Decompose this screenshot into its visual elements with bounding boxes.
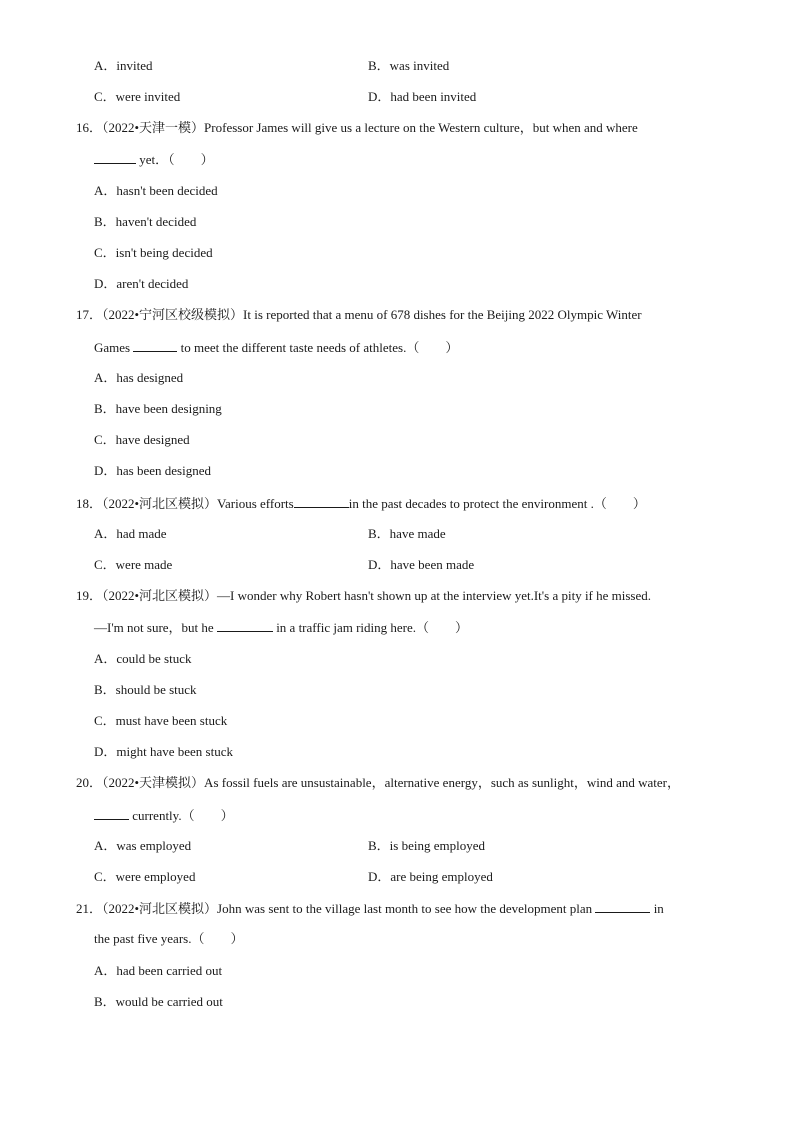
- q19-option-a: A．could be stuck: [94, 651, 192, 666]
- q17-stem-line1: 17．（2022•宁河区校级模拟）It is reported that a menu of 678 dishes for the Beijing 2022 Olympic Winter: [76, 307, 642, 322]
- q18-option-a: A．had made: [94, 526, 167, 541]
- q20-option-b: B．is being employed: [368, 838, 485, 853]
- q17-stem-line2-post: to meet the different taste needs of athletes.（ ）: [177, 340, 459, 355]
- q15-option-d: D．had been invited: [368, 89, 477, 104]
- q19-option-b: B．should be stuck: [94, 682, 197, 697]
- q18-stem-pre: 18．（2022•河北区模拟）Various efforts: [76, 496, 294, 511]
- q16-option-b: B．haven't decided: [94, 214, 197, 229]
- answer-blank: [217, 619, 273, 632]
- q17-option-c: C．have designed: [94, 432, 190, 447]
- q21-stem-post: in: [650, 901, 664, 916]
- q21-stem-line2: the past five years.（ ）: [94, 931, 244, 946]
- q19-option-d: D．might have been stuck: [94, 744, 233, 759]
- q16-stem-line2: [94, 151, 214, 168]
- q21-stem-line1: [76, 900, 664, 917]
- q15-option-a: A．invited: [94, 58, 153, 73]
- q19-stem-line2: [94, 619, 468, 636]
- answer-blank: [294, 495, 349, 508]
- q19-stem-line2-post: in a traffic jam riding here.（ ）: [272, 620, 469, 635]
- q18-option-d: D．have been made: [368, 557, 475, 572]
- q16-stem-line1: 16．（2022•天津一模）Professor James will give us a lecture on the Western culture，but when and where: [76, 120, 638, 135]
- q20-stem-line1: 20．（2022•天津模拟）As fossil fuels are unsustainable，alternative energy，such as sunlight，wind and water，: [76, 775, 681, 790]
- answer-blank: [133, 339, 177, 352]
- q17-option-d: D．has been designed: [94, 463, 211, 478]
- q20-option-d: D．are being employed: [368, 869, 493, 884]
- q16-option-d: D．aren't decided: [94, 276, 189, 291]
- q17-option-a: A．has designed: [94, 370, 184, 385]
- q21-option-b: B．would be carried out: [94, 994, 223, 1009]
- q18-option-c: C．were made: [94, 557, 173, 572]
- q18-stem-post: in the past decades to protect the environment .（ ）: [348, 496, 646, 511]
- q17-stem-line2-pre: Games: [94, 340, 134, 355]
- answer-blank: [94, 151, 136, 164]
- q21-stem-pre: 21．（2022•河北区模拟）John was sent to the village last month to see how the development plan: [76, 901, 596, 916]
- q15-option-b: B．was invited: [368, 58, 450, 73]
- q20-option-a: A．was employed: [94, 838, 192, 853]
- q18-stem-line1: [76, 495, 646, 512]
- q16-option-c: C．isn't being decided: [94, 245, 213, 260]
- q17-option-b: B．have been designing: [94, 401, 222, 416]
- q16-option-a: A．hasn't been decided: [94, 183, 218, 198]
- q16-stem-line2-text: yet．（ ）: [136, 152, 214, 167]
- answer-blank: [94, 807, 129, 820]
- q20-stem-line2-text: currently.（ ）: [129, 808, 234, 823]
- q19-option-c: C．must have been stuck: [94, 713, 228, 728]
- q19-stem-line2-pre: —I'm not sure，but he: [94, 620, 217, 635]
- q21-option-a: A．had been carried out: [94, 963, 223, 978]
- q15-option-c: C．were invited: [94, 89, 181, 104]
- q17-stem-line2: [94, 339, 458, 356]
- q19-stem-line1: 19．（2022•河北区模拟）—I wonder why Robert hasn't shown up at the interview yet.It's a pity if he missed.: [76, 588, 652, 603]
- q20-option-c: C．were employed: [94, 869, 196, 884]
- answer-blank: [595, 900, 650, 913]
- q20-stem-line2: [94, 807, 234, 824]
- q18-option-b: B．have made: [368, 526, 446, 541]
